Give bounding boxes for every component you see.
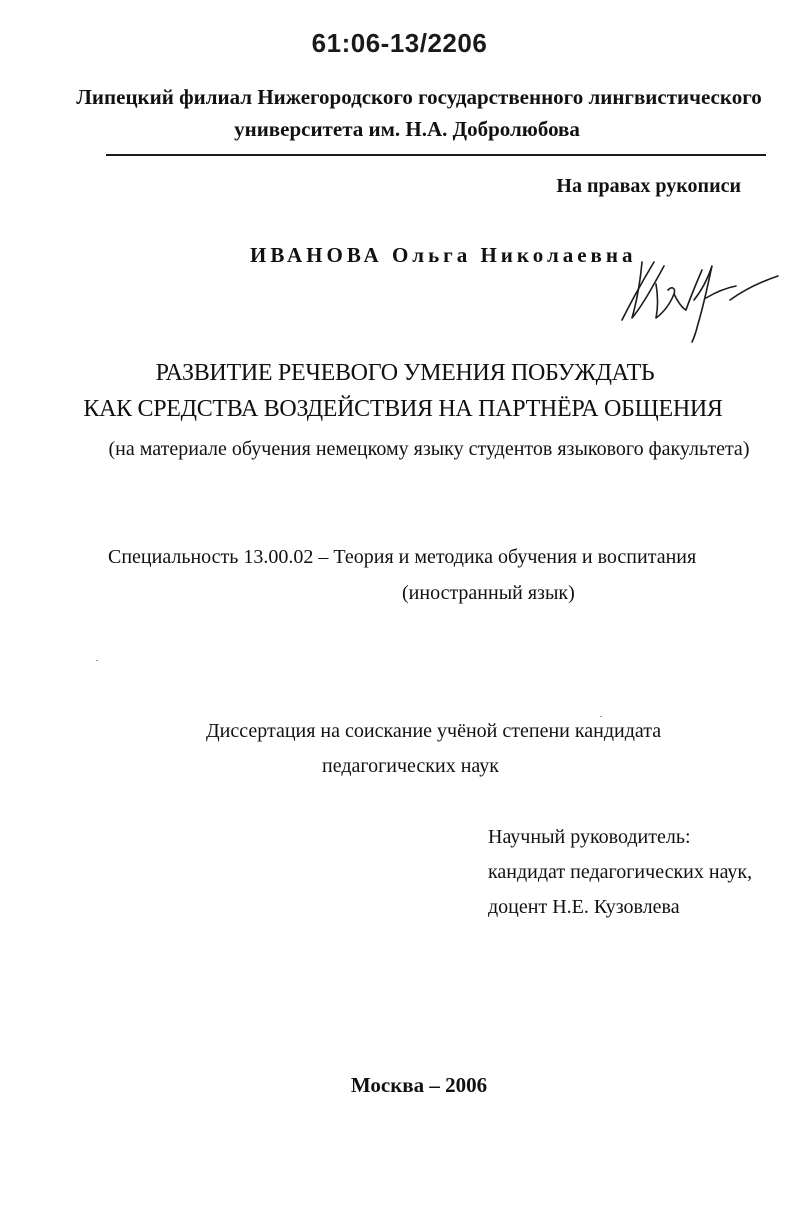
- scan-speck: [96, 660, 98, 661]
- specialty-line-2: (иностранный язык): [402, 582, 575, 604]
- title-subtitle: (на материале обучения немецкому языку студентов языкового факультета): [108, 438, 750, 460]
- city-year: Москва – 2006: [350, 1073, 488, 1097]
- scan-speck: [600, 716, 602, 717]
- handwritten-signature: [612, 254, 782, 346]
- supervisor-name: доцент Н.Е. Кузовлева: [488, 896, 680, 918]
- supervisor-label: Научный руководитель:: [488, 826, 691, 848]
- institution-line-2: университета им. Н.А. Добролюбова: [234, 117, 580, 141]
- institution-line-1: Липецкий филиал Нижегородского государственного лингвистического: [76, 85, 762, 109]
- specialty-line-1: Специальность 13.00.02 – Теория и методика обучения и воспитания: [108, 546, 697, 568]
- title-line-1: РАЗВИТИЕ РЕЧЕВОГО УМЕНИЯ ПОБУЖДАТЬ: [155, 360, 655, 386]
- rights-notice: На правах рукописи: [556, 175, 741, 197]
- dissertation-line-2: педагогических наук: [322, 755, 499, 777]
- dissertation-line-1: Диссертация на соискание учёной степени кандидата: [206, 720, 662, 742]
- supervisor-degree: кандидат педагогических наук,: [488, 861, 753, 883]
- catalog-number: 61:06-13/2206: [311, 28, 488, 58]
- author-name: ИВАНОВА Ольга Николаевна: [250, 243, 637, 267]
- title-line-2: КАК СРЕДСТВА ВОЗДЕЙСТВИЯ НА ПАРТНЁРА ОБЩЕНИЯ: [83, 396, 723, 422]
- header-divider: [106, 154, 766, 156]
